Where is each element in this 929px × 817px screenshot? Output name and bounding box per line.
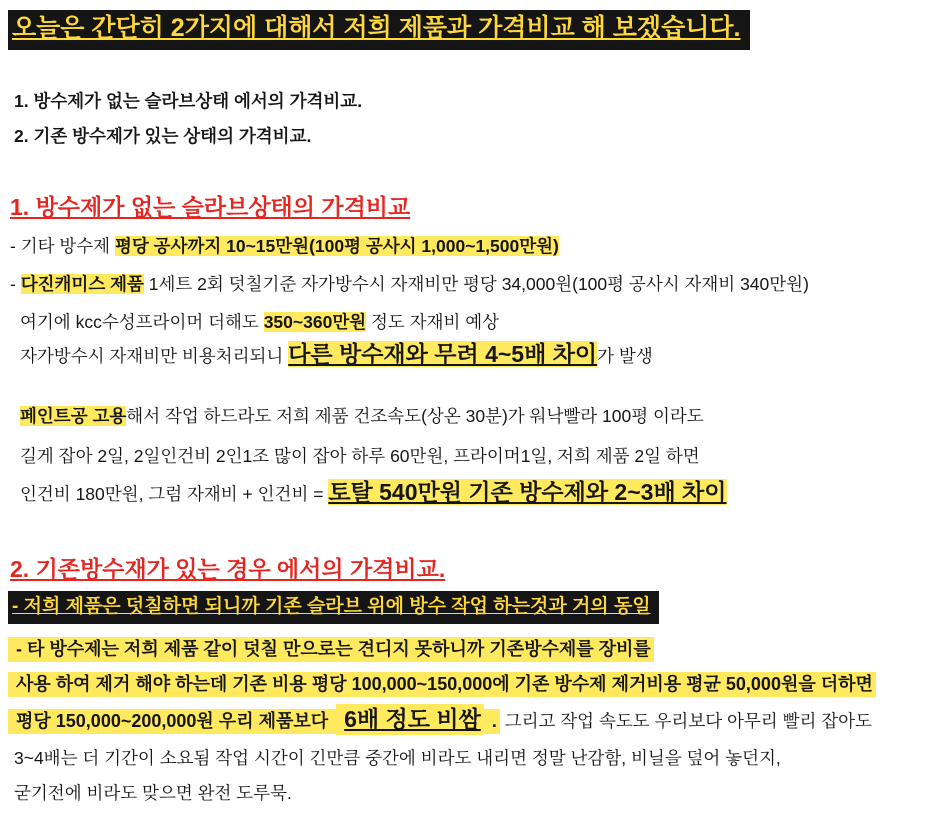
section2-heading: 2. 기존방수재가 있는 경우 에서의 가격비교. [10,555,446,582]
total-cost-highlight-big: 토탈 540만원 기존 방수제와 2~3배 차이 [328,478,727,505]
painter-hire-highlight: 페인트공 고용 [20,405,127,426]
hl1-text: - 타 방수제는 저희 제품 같이 덧칠 만으로는 견디지 못하니까 기존방수제를 장비를 [8,637,654,662]
line3-tail: 정도 자재비 예상 [366,311,500,332]
bullet2-highlight: 다진캐미스 제품 [20,273,144,294]
section1-para-line2: 길게 잡아 2일, 2일인건비 2인1조 많이 잡아 하루 60만원, 프라이머1일, 저희 제품 2일 하면 [20,445,700,466]
section1-heading: 1. 방수제가 없는 슬라브상태의 가격비교 [10,193,411,220]
line3-highlight: 350~360만원 [263,311,367,332]
line4-text: 자가방수시 자재비만 비용처리되니 [20,345,289,366]
document-title-bar [8,10,750,50]
intro-item-2: 2. 기존 방수제가 있는 상태의 가격비교. [14,125,312,146]
section2-highlight-line3 [8,704,921,736]
section1-bullet-other-products [10,233,921,259]
section2-tail-line1: 3~4배는 더 기간이 소요됨 작업 시간이 긴만큼 중간에 비라도 내리면 정말 난감함, 비닐을 덮어 놓던지, [14,748,781,769]
section1-bullet-our-product [10,271,921,297]
bullet1-highlight: 평당 공사까지 10~15만원(100평 공사시 1,000~1,500만원) [114,235,559,256]
hl3-text: 평당 150,000~200,000원 우리 제품보다 [8,709,336,734]
hl2-text: 사용 하여 제거 해야 하는데 기존 비용 평당 100,000~150,000에 기존 방수제 제거비용 평균 50,000원을 더하면 [8,672,876,697]
para-line1-text: 해서 작업 하드라도 저희 제품 건조속도(상온 30분)가 워낙빨라 100평 이라도 [126,405,704,426]
section1-line-primer [20,309,921,335]
line4-tail: 가 발생 [597,345,653,366]
bullet1-text: - 기타 방수제 [10,235,115,256]
section2-highlight-line2 [8,669,921,699]
document-title: 오늘은 간단히 2가지에 대해서 저희 제품과 가격비교 해 보겠습니다. [12,14,741,42]
hl3-tail: 그리고 작업 속도도 우리보다 아무리 빨리 잡아도 [499,711,872,732]
six-times-highlight-big: 6배 정도 비쌈 [336,704,484,735]
bullet2-text: 1세트 2회 덧칠기준 자가방수시 자재비만 평당 34,000원(100평 공사시 자재비 340만원) [143,273,809,294]
para-line3-text: 인건비 180만원, 그럼 자재비 + 인건비 = [20,483,329,504]
section2-bar-text: - 저희 제품은 덧칠하면 되니까 기존 슬라브 위에 방수 작업 하는것과 거의 동일 [12,595,651,617]
intro-item-1: 1. 방수제가 없는 슬라브상태 에서의 가격비교. [14,90,363,111]
section1-para-line1 [20,403,921,429]
section2-tail-line2: 굳기전에 비라도 맞으면 완전 도루묵. [14,783,292,804]
section1-para-line3 [20,479,921,507]
section2-highlight-line1 [8,634,921,664]
bullet2-dash: - [10,273,21,294]
line3-text: 여기에 kcc수성프라이머 더해도 [20,311,264,332]
line4-highlight-big: 다른 방수재와 무려 4~5배 차이 [288,340,598,367]
section1-line-difference [20,341,921,369]
section2-black-bar [8,591,659,625]
hl3-period: . [484,709,500,734]
